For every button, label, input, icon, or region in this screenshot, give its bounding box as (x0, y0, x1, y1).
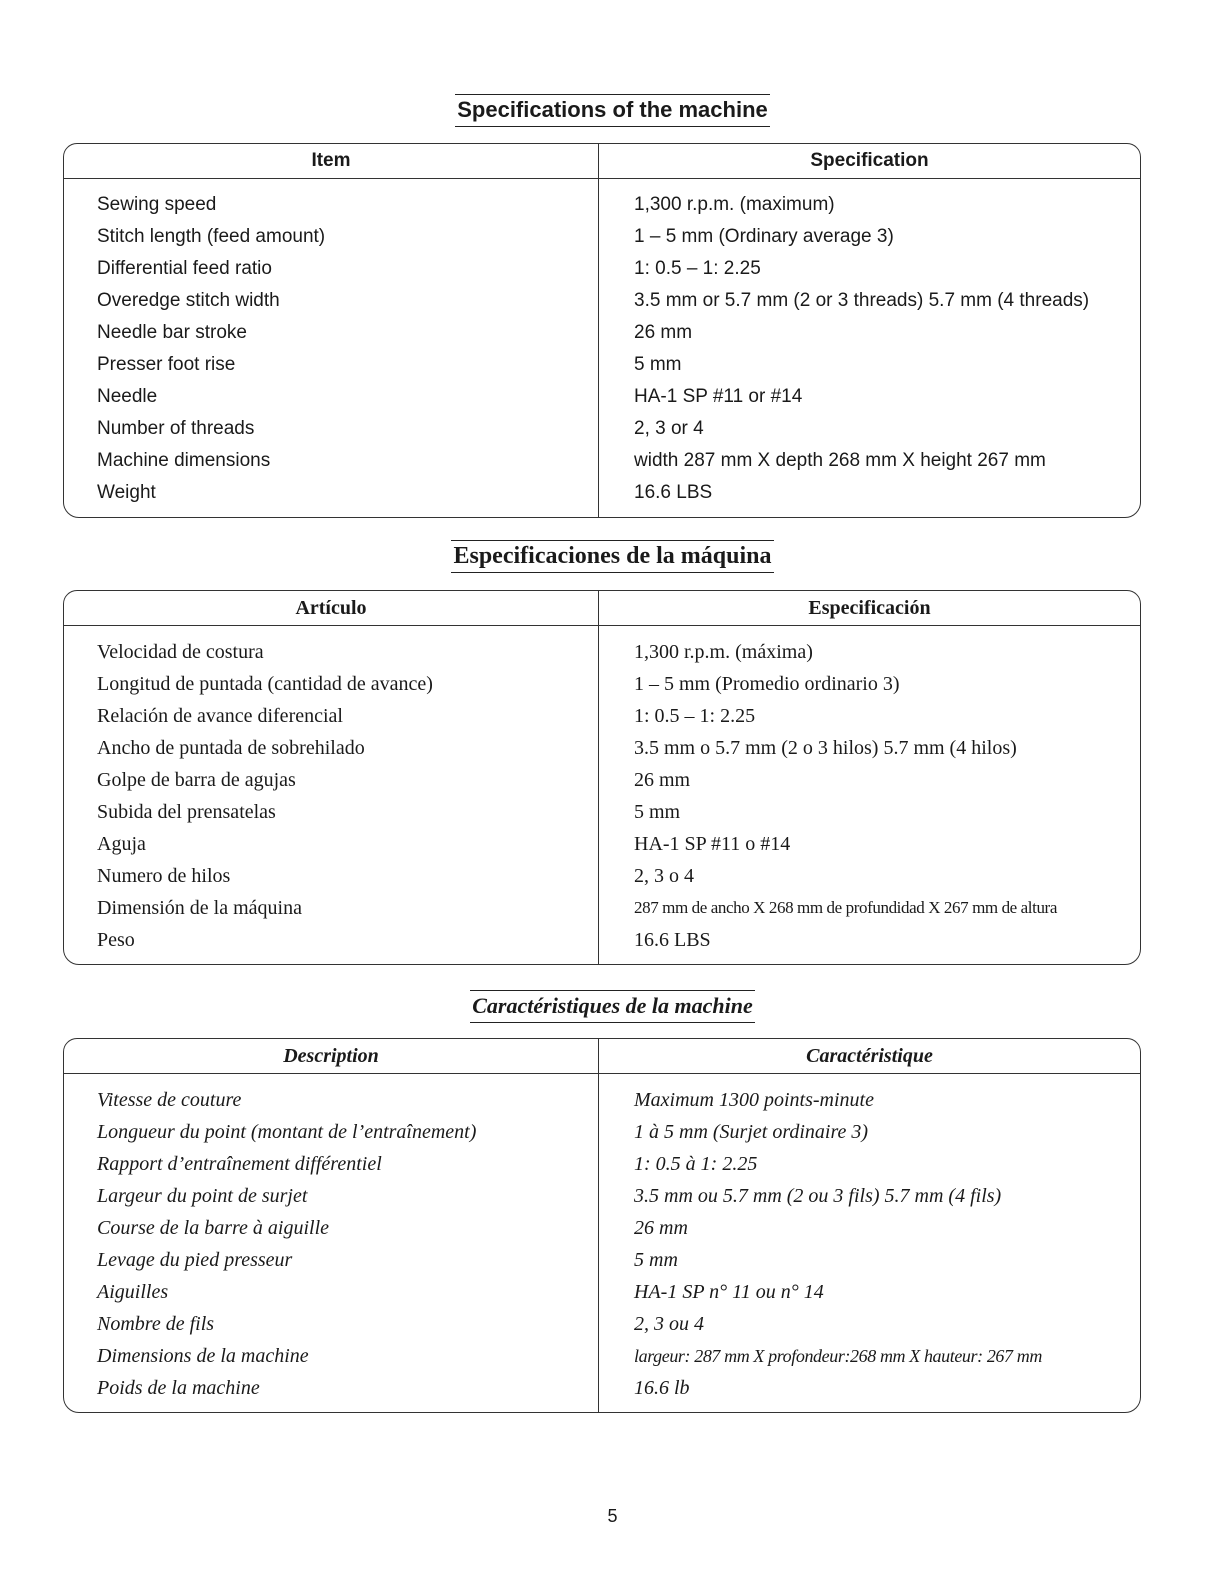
spec-cell: 2, 3 or 4 (634, 418, 704, 439)
spec-cell: 1 – 5 mm (Ordinary average 3) (634, 226, 894, 247)
french-section-title (0, 990, 1225, 1023)
spanish-item-column (64, 626, 599, 964)
french-table-header (64, 1039, 1140, 1074)
spec-cell: 26 mm (634, 322, 693, 343)
item-cell: Velocidad de costura (97, 641, 264, 663)
item-cell: Dimensión de la máquina (97, 897, 302, 919)
spanish-spec-column (599, 626, 1140, 964)
spec-cell: 26 mm (634, 1217, 688, 1239)
item-cell: Numero de hilos (97, 865, 231, 887)
caracteristique-column-header: Caractéristique (806, 1044, 933, 1067)
item-cell: Rapport d’entraînement différentiel (97, 1153, 382, 1175)
item-cell: Dimensions de la machine (97, 1345, 309, 1367)
item-cell: Stitch length (feed amount) (97, 226, 326, 247)
item-cell: Vitesse de couture (97, 1089, 242, 1111)
item-cell: Machine dimensions (97, 450, 271, 471)
spec-cell: 1: 0.5 – 1: 2.25 (634, 705, 756, 727)
item-cell: Relación de avance diferencial (97, 705, 343, 727)
item-cell: Poids de la machine (97, 1377, 260, 1399)
spec-cell: Maximum 1300 points-minute (634, 1089, 874, 1111)
spec-cell: 1 – 5 mm (Promedio ordinario 3) (634, 673, 900, 695)
spanish-table-header (64, 591, 1140, 626)
spec-cell: HA-1 SP #11 or #14 (634, 386, 803, 407)
spec-cell: 2, 3 o 4 (634, 865, 694, 887)
specification-column-header: Specification (810, 150, 929, 171)
english-section-title (0, 94, 1225, 127)
item-cell: Peso (97, 929, 135, 951)
spec-cell: 1,300 r.p.m. (maximum) (634, 194, 835, 215)
item-cell: Weight (97, 482, 156, 503)
item-cell: Course de la barre à aiguille (97, 1217, 330, 1239)
spec-cell: 16.6 lb (634, 1377, 690, 1399)
spec-cell: 16.6 LBS (634, 929, 711, 951)
item-cell: Aguja (97, 833, 146, 855)
especificacion-column-header: Especificación (808, 596, 931, 619)
spec-cell: 5 mm (634, 354, 682, 375)
item-cell: Overedge stitch width (97, 290, 280, 311)
spec-cell: 1 à 5 mm (Surjet ordinaire 3) (634, 1121, 869, 1143)
item-cell: Longueur du point (montant de l’entraînement) (97, 1121, 477, 1143)
item-cell: Number of threads (97, 418, 255, 439)
spanish-title-text: Especificaciones de la máquina (451, 540, 773, 573)
item-cell: Ancho de puntada de sobrehilado (97, 737, 365, 759)
spec-cell: 5 mm (634, 1249, 678, 1271)
spec-cell: 3.5 mm or 5.7 mm (2 or 3 threads) 5.7 mm (4 threads) (634, 290, 1090, 311)
french-item-column (64, 1074, 599, 1412)
english-table-header (64, 144, 1140, 179)
item-cell: Presser foot rise (97, 354, 236, 375)
spec-cell: 287 mm de ancho X 268 mm de profundidad X 267 mm de altura (634, 898, 1057, 917)
item-cell: Subida del prensatelas (97, 801, 276, 823)
spec-cell: 5 mm (634, 801, 681, 823)
spec-cell: 3.5 mm o 5.7 mm (2 o 3 hilos) 5.7 mm (4 hilos) (634, 737, 1017, 759)
description-column-header: Description (64, 1039, 599, 1073)
spanish-spec-table (63, 590, 1141, 965)
english-spec-table (63, 143, 1141, 518)
item-cell: Golpe de barra de agujas (97, 769, 296, 791)
spec-cell: HA-1 SP n° 11 ou n° 14 (634, 1281, 824, 1303)
english-spec-column (599, 179, 1140, 517)
spec-cell: 3.5 mm ou 5.7 mm (2 ou 3 fils) 5.7 mm (4 fils) (634, 1185, 1002, 1207)
page-number: 5 (607, 1506, 618, 1526)
spec-cell: 1,300 r.p.m. (máxima) (634, 641, 813, 663)
item-cell: Differential feed ratio (97, 258, 272, 279)
spec-cell: 16.6 LBS (634, 482, 713, 503)
french-table-body (64, 1074, 1140, 1412)
english-title-text: Specifications of the machine (455, 94, 770, 127)
item-column-header: Item (64, 144, 599, 178)
english-table-body (64, 179, 1140, 517)
spec-cell: 26 mm (634, 769, 691, 791)
item-cell: Levage du pied presseur (97, 1249, 293, 1271)
spec-cell: width 287 mm X depth 268 mm X height 267 mm (634, 450, 1046, 471)
french-spec-table (63, 1038, 1141, 1413)
spec-cell: 2, 3 ou 4 (634, 1313, 704, 1335)
articulo-column-header: Artículo (64, 591, 599, 625)
spanish-section-title (0, 540, 1225, 573)
spanish-table-body (64, 626, 1140, 964)
spec-cell: 1: 0.5 à 1: 2.25 (634, 1153, 758, 1175)
french-title-text: Caractéristiques de la machine (470, 990, 755, 1023)
item-cell: Longitud de puntada (cantidad de avance) (97, 673, 433, 695)
item-cell: Largeur du point de surjet (97, 1185, 308, 1207)
spec-cell: HA-1 SP #11 o #14 (634, 833, 791, 855)
english-item-column (64, 179, 599, 517)
item-cell: Nombre de fils (97, 1313, 215, 1335)
french-spec-column (599, 1074, 1140, 1412)
item-cell: Needle (97, 386, 158, 407)
item-cell: Needle bar stroke (97, 322, 247, 343)
item-cell: Aiguilles (97, 1281, 169, 1303)
spec-cell: largeur: 287 mm X profondeur:268 mm X hauteur: 267 mm (634, 1346, 1042, 1366)
item-cell: Sewing speed (97, 194, 217, 215)
spec-cell: 1: 0.5 – 1: 2.25 (634, 258, 761, 279)
